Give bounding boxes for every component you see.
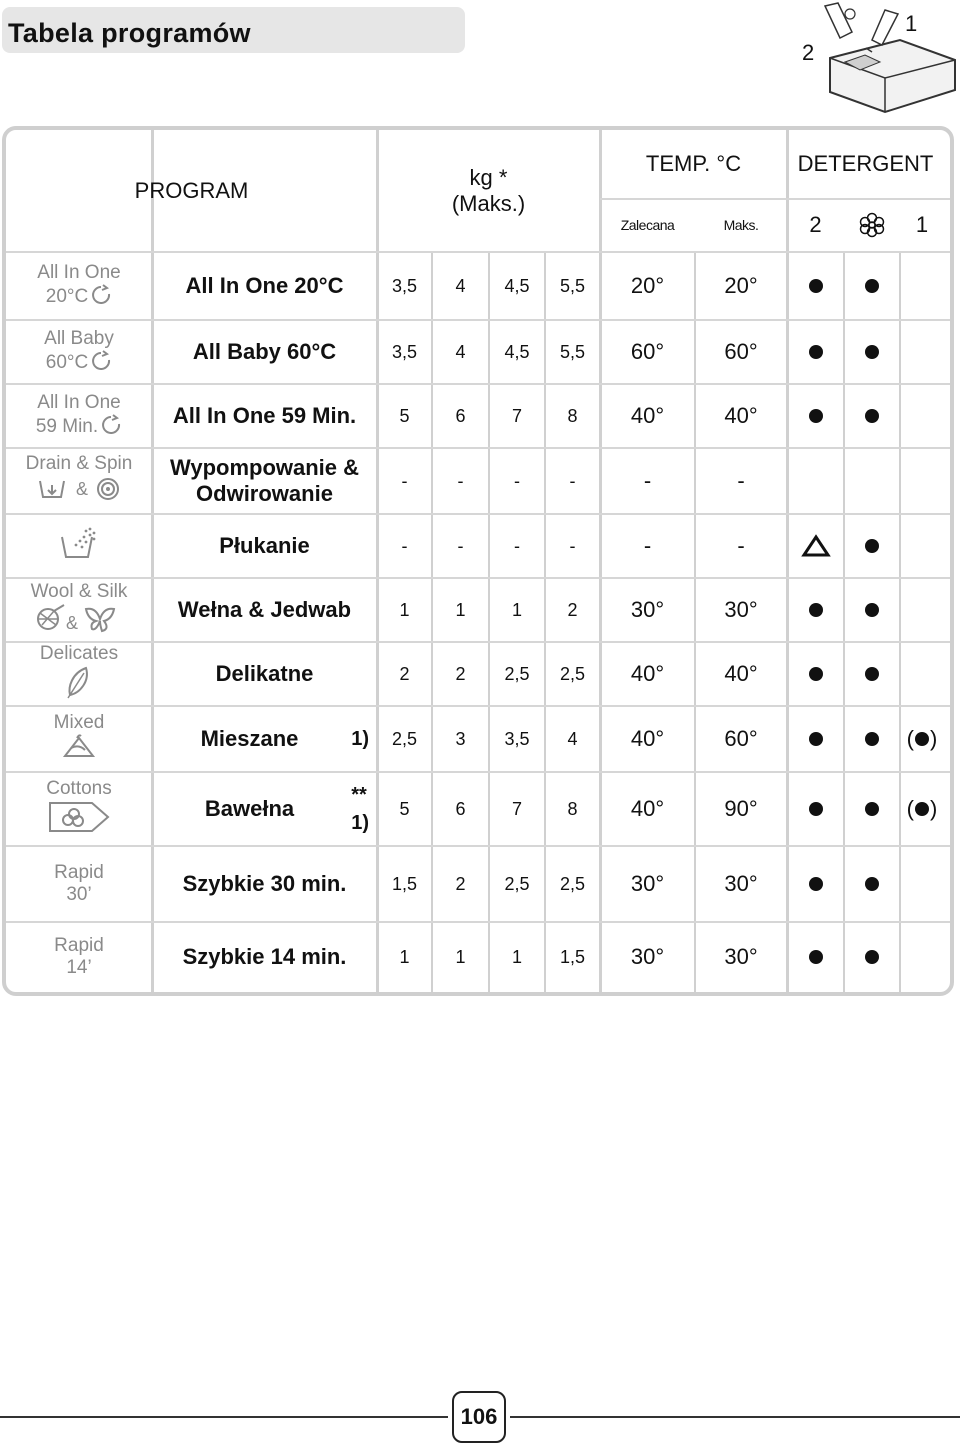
dot-mark bbox=[865, 345, 879, 359]
header-kg-line1: kg * bbox=[469, 165, 508, 190]
kg-value: 1,5 bbox=[391, 873, 418, 894]
feather-icon bbox=[64, 665, 94, 705]
temp-max-value: 90° bbox=[724, 796, 758, 821]
kg-value: 1,5 bbox=[559, 946, 586, 967]
program-name: All In One 20°C bbox=[185, 273, 344, 298]
footer-rule-left bbox=[0, 1416, 448, 1418]
program-icon-label: Drain & Spin bbox=[25, 453, 133, 474]
kg-value: - bbox=[514, 470, 520, 491]
temp-recommended-value: 40° bbox=[630, 661, 665, 686]
kg-value: 3,5 bbox=[504, 728, 530, 749]
optional-dot-mark: ( ) bbox=[906, 796, 938, 821]
detergent-1-mark bbox=[900, 578, 944, 642]
footer-rule-right bbox=[510, 1416, 960, 1418]
temp-recommended-value: 60° bbox=[630, 339, 665, 364]
dot-mark bbox=[809, 950, 823, 964]
kg-value: 1 bbox=[455, 946, 466, 967]
program-name: Wełna & Jedwab bbox=[177, 597, 352, 622]
program-icon-sublabel: 30’ bbox=[66, 884, 92, 905]
kg-value: 4 bbox=[455, 275, 466, 296]
temp-max-value: 60° bbox=[724, 726, 758, 751]
program-name: Szybkie 30 min. bbox=[182, 871, 347, 896]
detergent-1-mark bbox=[900, 320, 944, 384]
header-temp-recommended: Zalecana bbox=[620, 217, 675, 233]
softener-mark bbox=[844, 922, 900, 992]
header-kg-line2: (Maks.) bbox=[451, 191, 526, 216]
kg-value: 1 bbox=[399, 946, 410, 967]
kg-value: 5 bbox=[399, 798, 410, 819]
temp-recommended-value: 30° bbox=[630, 597, 665, 622]
detergent-1-mark bbox=[900, 384, 944, 448]
softener-mark bbox=[844, 642, 900, 706]
temp-max-value: 30° bbox=[724, 871, 758, 896]
program-icon-cell bbox=[6, 578, 152, 642]
kg-value: 4 bbox=[567, 728, 578, 749]
drawer-label-2: 2 bbox=[802, 40, 815, 65]
program-name-cell bbox=[152, 846, 377, 922]
program-note: 1) bbox=[351, 728, 369, 750]
header-detergent-2: 2 bbox=[809, 212, 822, 237]
kg-value: - bbox=[401, 470, 408, 491]
program-icon-label: Delicates bbox=[39, 643, 119, 664]
dot-mark bbox=[865, 732, 879, 746]
dot-mark bbox=[865, 409, 879, 423]
optional-dot-mark: ( ) bbox=[906, 726, 938, 751]
softener-mark bbox=[844, 252, 900, 320]
program-icon-cell bbox=[6, 772, 152, 846]
kg-value: 4 bbox=[455, 341, 466, 362]
softener-mark bbox=[844, 846, 900, 922]
softener-mark bbox=[844, 772, 900, 846]
softener-icon bbox=[844, 198, 900, 252]
temp-recommended-value: 20° bbox=[630, 273, 665, 298]
softener-mark bbox=[844, 448, 900, 514]
program-icon-label: Cottons bbox=[46, 778, 112, 799]
program-name-cell bbox=[152, 642, 377, 706]
detergent-2-mark bbox=[787, 514, 844, 578]
kg-value: 8 bbox=[567, 405, 578, 426]
title-bar bbox=[2, 7, 465, 53]
temp-max-value: 40° bbox=[724, 403, 758, 428]
header-program: PROGRAM bbox=[134, 178, 249, 203]
dot-mark bbox=[865, 603, 879, 617]
program-name-cell bbox=[152, 514, 377, 578]
temp-max-value: - bbox=[737, 468, 745, 493]
program-icon-label: Mixed bbox=[53, 712, 105, 733]
detergent-1-mark bbox=[900, 706, 944, 772]
detergent-1-mark bbox=[900, 448, 944, 514]
program-name: Płukanie bbox=[219, 533, 310, 558]
detergent-1-mark bbox=[900, 252, 944, 320]
dot-mark bbox=[865, 950, 879, 964]
dot-mark bbox=[809, 279, 823, 293]
softener-mark bbox=[844, 706, 900, 772]
softener-mark bbox=[844, 384, 900, 448]
kg-value: - bbox=[514, 535, 520, 556]
temp-recommended-value: 30° bbox=[630, 944, 665, 969]
program-name: All Baby 60°C bbox=[192, 339, 337, 364]
detergent-2-mark bbox=[787, 706, 844, 772]
temp-recommended-value: 40° bbox=[630, 796, 665, 821]
program-name: Bawełna bbox=[204, 796, 295, 821]
header-detergent: DETERGENT bbox=[797, 151, 934, 176]
program-name-cell bbox=[152, 772, 377, 846]
program-name-cell bbox=[152, 252, 377, 320]
program-icon-cell bbox=[6, 922, 152, 992]
program-icon-cell bbox=[6, 514, 152, 578]
softener-mark bbox=[844, 578, 900, 642]
refresh-icon bbox=[100, 414, 122, 440]
wool-silk-icon bbox=[34, 603, 124, 639]
program-name-cell bbox=[152, 922, 377, 992]
temp-recommended-value: 40° bbox=[630, 726, 665, 751]
detergent-2-mark bbox=[787, 772, 844, 846]
detergent-1-mark bbox=[900, 772, 944, 846]
program-icon-sublabel: 20°C bbox=[45, 286, 89, 307]
program-icon-label: All In One bbox=[37, 262, 121, 283]
program-note: ** 1) bbox=[351, 784, 369, 834]
kg-value: 2 bbox=[455, 873, 466, 894]
rinse-icon bbox=[56, 525, 102, 567]
kg-value: 4,5 bbox=[504, 275, 530, 296]
temp-max-value: 20° bbox=[724, 273, 758, 298]
dot-mark bbox=[809, 667, 823, 681]
temp-recommended-value: - bbox=[643, 468, 652, 493]
detergent-2-mark bbox=[787, 846, 844, 922]
dot-mark bbox=[809, 802, 823, 816]
dot-mark bbox=[865, 279, 879, 293]
kg-value: 2 bbox=[567, 599, 578, 620]
temp-recommended-value: 40° bbox=[630, 403, 665, 428]
program-icon-sublabel: 14’ bbox=[66, 957, 92, 978]
cottons-icon bbox=[46, 800, 112, 840]
kg-value: 1 bbox=[399, 599, 410, 620]
program-name: Szybkie 14 min. bbox=[182, 944, 347, 969]
kg-value: 1 bbox=[511, 599, 522, 620]
detergent-1-mark bbox=[900, 846, 944, 922]
temp-max-value: 30° bbox=[724, 944, 758, 969]
program-name-cell bbox=[152, 578, 377, 642]
detergent-drawer-illustration bbox=[790, 0, 960, 118]
detergent-2-mark bbox=[787, 922, 844, 992]
program-name: Delikatne bbox=[215, 661, 314, 686]
kg-value: 3 bbox=[455, 728, 466, 749]
kg-value: 5,5 bbox=[559, 341, 586, 362]
mixed-icon bbox=[59, 734, 99, 766]
dot-mark bbox=[865, 539, 879, 553]
detergent-1-mark bbox=[900, 642, 944, 706]
detergent-2-mark bbox=[787, 252, 844, 320]
program-icon-cell bbox=[6, 706, 152, 772]
dot-mark bbox=[865, 667, 879, 681]
softener-mark bbox=[844, 320, 900, 384]
detergent-1-mark bbox=[900, 514, 944, 578]
kg-value: 5,5 bbox=[559, 275, 586, 296]
refresh-icon bbox=[90, 284, 112, 310]
drain-spin-icon bbox=[34, 475, 124, 509]
page-title: Tabela programów bbox=[8, 18, 251, 48]
temp-max-value: 60° bbox=[724, 339, 758, 364]
refresh-icon bbox=[90, 350, 112, 376]
dot-mark bbox=[865, 877, 879, 891]
kg-value: 2,5 bbox=[559, 663, 586, 684]
drawer-label-1: 1 bbox=[905, 11, 918, 36]
kg-value: - bbox=[457, 470, 464, 491]
program-name: Mieszane bbox=[200, 726, 299, 751]
detergent-2-mark bbox=[787, 578, 844, 642]
temp-recommended-value: 30° bbox=[630, 871, 665, 896]
program-name-cell bbox=[152, 320, 377, 384]
svg-text:&: & bbox=[76, 479, 89, 499]
temp-recommended-value: - bbox=[643, 533, 652, 558]
kg-value: 6 bbox=[455, 798, 466, 819]
program-icon-label: All Baby bbox=[44, 328, 114, 349]
program-name: All In One 59 Min. bbox=[172, 403, 357, 428]
kg-value: 5 bbox=[399, 405, 410, 426]
kg-value: - bbox=[401, 535, 408, 556]
program-icon-sublabel: 59 Min. bbox=[35, 416, 99, 437]
program-icon-sublabel: 60°C bbox=[45, 352, 89, 373]
kg-value: 7 bbox=[511, 405, 522, 426]
program-name-cell bbox=[152, 448, 377, 514]
program-icon-cell bbox=[6, 320, 152, 384]
kg-value: - bbox=[457, 535, 464, 556]
kg-value: 8 bbox=[567, 798, 578, 819]
header-temp-max: Maks. bbox=[723, 217, 759, 233]
program-name-cell bbox=[152, 706, 377, 772]
kg-value: 6 bbox=[455, 405, 466, 426]
program-icon-cell bbox=[6, 448, 152, 514]
svg-text:&: & bbox=[66, 613, 79, 633]
kg-value: 7 bbox=[511, 798, 522, 819]
kg-value: 2,5 bbox=[559, 873, 586, 894]
kg-value: 2,5 bbox=[504, 663, 530, 684]
program-icon-cell bbox=[6, 252, 152, 320]
dot-mark bbox=[809, 603, 823, 617]
program-icon-label: All In One bbox=[37, 392, 121, 413]
kg-value: - bbox=[569, 470, 576, 491]
kg-value: 3,5 bbox=[391, 275, 418, 296]
program-icon-cell bbox=[6, 384, 152, 448]
detergent-1-mark bbox=[900, 922, 944, 992]
kg-value: 2 bbox=[399, 663, 410, 684]
kg-value: 3,5 bbox=[391, 341, 418, 362]
detergent-2-mark bbox=[787, 384, 844, 448]
detergent-2-mark bbox=[787, 320, 844, 384]
program-icon-label: Wool & Silk bbox=[30, 581, 128, 602]
program-icon-label: Rapid bbox=[54, 935, 104, 956]
dot-mark bbox=[865, 802, 879, 816]
softener-mark bbox=[844, 514, 900, 578]
header-kg bbox=[377, 130, 600, 252]
kg-value: 1 bbox=[455, 599, 466, 620]
kg-value: 2 bbox=[455, 663, 466, 684]
temp-max-value: 40° bbox=[724, 661, 758, 686]
triangle-icon bbox=[801, 534, 831, 558]
temp-max-value: - bbox=[737, 533, 745, 558]
program-name: Wypompowanie & Odwirowanie bbox=[169, 455, 360, 506]
program-icon-cell bbox=[6, 846, 152, 922]
kg-value: 2,5 bbox=[504, 873, 530, 894]
detergent-2-mark bbox=[787, 448, 844, 514]
program-icon-cell bbox=[6, 642, 152, 706]
kg-value: 2,5 bbox=[391, 728, 418, 749]
program-name-cell bbox=[152, 384, 377, 448]
kg-value: 1 bbox=[511, 946, 522, 967]
dot-mark bbox=[809, 345, 823, 359]
program-table bbox=[2, 126, 954, 996]
header-temp: TEMP. °C bbox=[645, 151, 742, 176]
dot-mark bbox=[809, 409, 823, 423]
page-number: 106 bbox=[452, 1391, 506, 1443]
kg-value: 4,5 bbox=[504, 341, 530, 362]
kg-value: - bbox=[569, 535, 576, 556]
dot-mark bbox=[809, 877, 823, 891]
program-icon-label: Rapid bbox=[54, 862, 104, 883]
header-detergent-1: 1 bbox=[915, 212, 929, 237]
temp-max-value: 30° bbox=[724, 597, 758, 622]
detergent-2-mark bbox=[787, 642, 844, 706]
dot-mark bbox=[809, 732, 823, 746]
